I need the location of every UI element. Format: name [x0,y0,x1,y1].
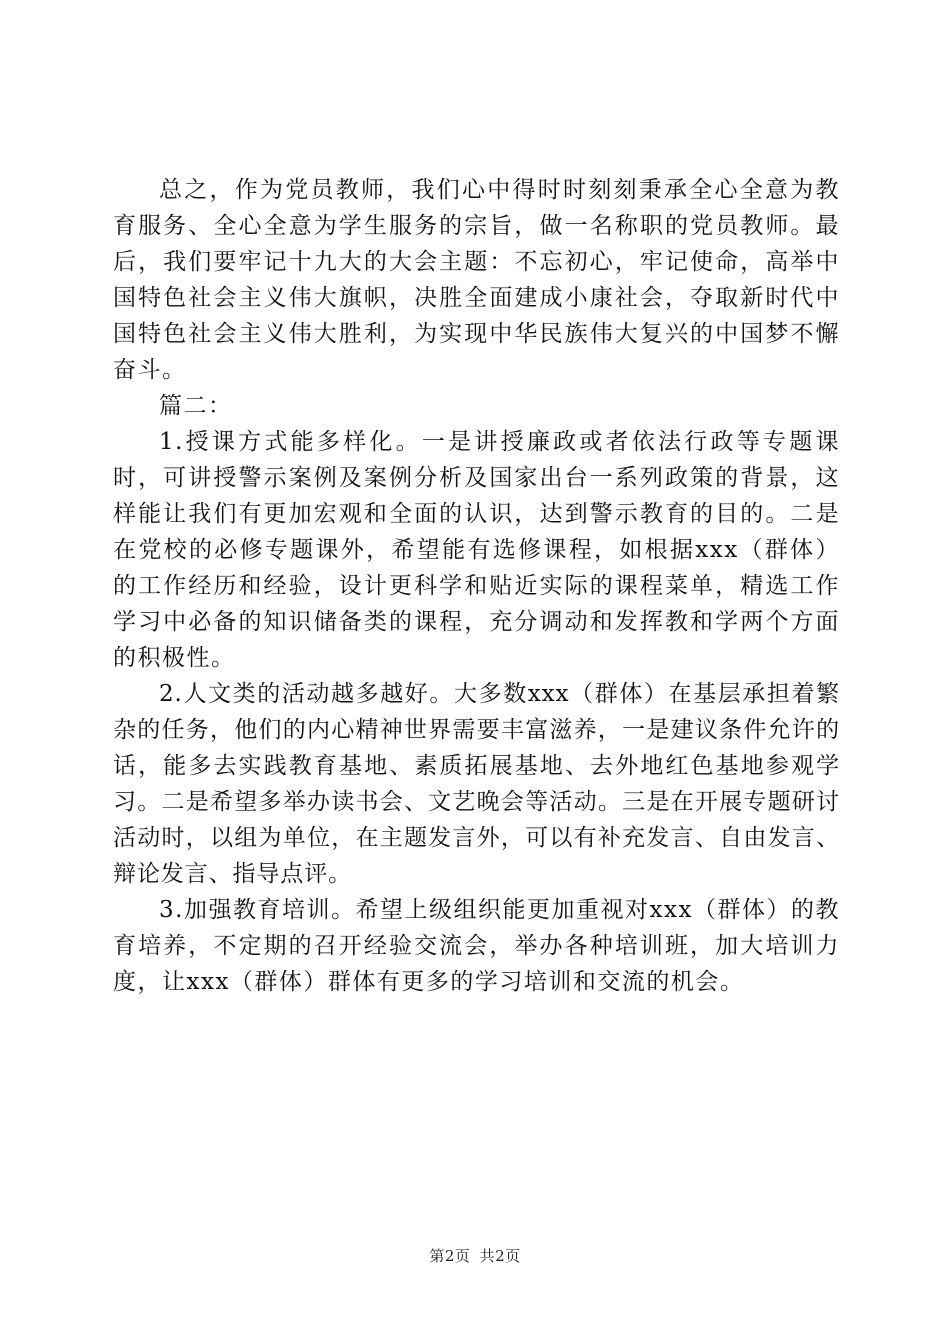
paragraph-item-2: 2.人文类的活动越多越好。大多数xxx（群体）在基层承担着繁杂的任务，他们的内心精神世界需要丰富滋养，一是建议条件允许的话，能多去实践教育基地、素质拓展基地、去外地红色基地参观学习。二是希望多举办读书会、文艺晚会等活动。三是在开展专题研讨活动时，以组为单位，在主题发言外，可以有补充发言、自由发言、辩论发言、指导点评。 [113,681,840,887]
paragraph-conclusion: 总之，作为党员教师，我们心中得时时刻刻秉承全心全意为教育服务、全心全意为学生服务的宗旨，做一名称职的党员教师。最后，我们要牢记十九大的大会主题：不忘初心，牢记使命，高举中国特色社会主义伟大旗帜，决胜全面建成小康社会，夺取新时代中国特色社会主义伟大胜利，为实现中华民族伟大复兴的中国梦不懈奋斗。 [113,177,840,383]
page-footer [0,1245,950,1266]
section-heading: 篇二： [159,393,233,419]
paragraph-item-3: 3.加强教育培训。希望上级组织能更加重视对xxx（群体）的教育培养，不定期的召开经验交流会，举办各种培训班，加大培训力度，让xxx（群体）群体有更多的学习培训和交流的机会。 [113,897,840,995]
paragraph-item-1: 1.授课方式能多样化。一是讲授廉政或者依法行政等专题课时，可讲授警示案例及案例分析及国家出台一系列政策的背景，这样能让我们有更加宏观和全面的认识，达到警示教育的目的。二是在党校的必修专题课外，希望能有选修课程，如根据xxx（群体）的工作经历和经验，设计更科学和贴近实际的课程菜单，精选工作学习中必备的知识储备类的课程，充分调动和发挥教和学两个方面的积极性。 [113,429,840,671]
page-number: 第2页 [429,1247,471,1265]
document-body [113,172,840,1000]
page-total: 共2页 [479,1247,521,1265]
